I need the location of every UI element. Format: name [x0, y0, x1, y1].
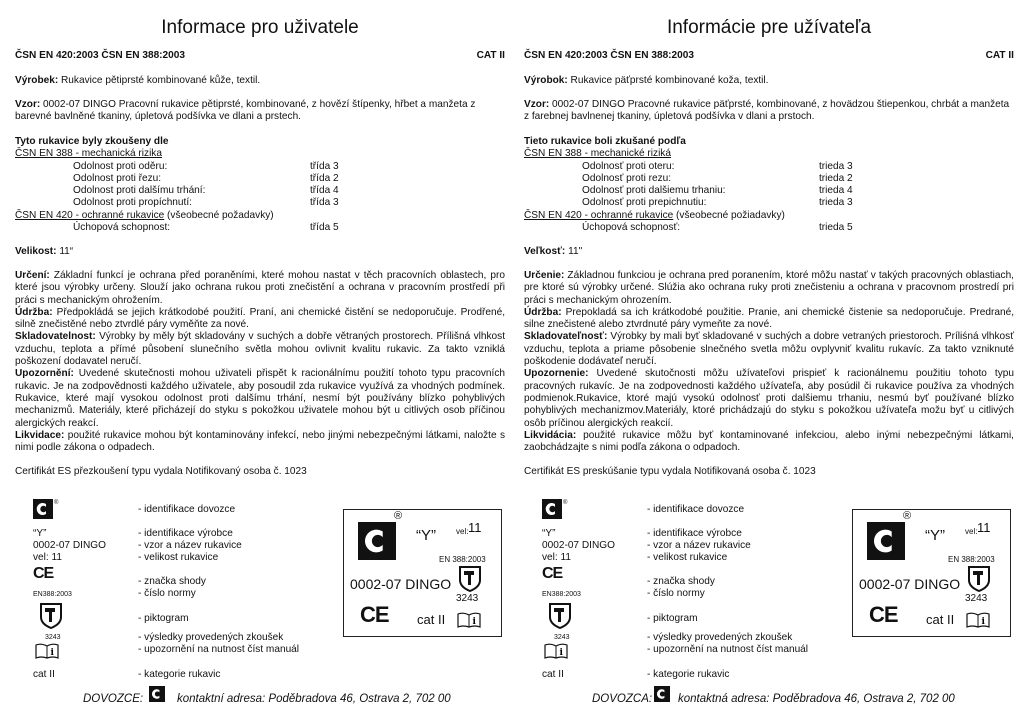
- storage-paragraph: [15, 331, 505, 368]
- label-y-quote: “Y”: [925, 527, 945, 544]
- legend-size: - velikost rukavice: [647, 552, 728, 563]
- test-name: Úchopová schopnost:: [73, 222, 171, 234]
- label-vel: vel:: [456, 527, 469, 536]
- storage-label: Skladovateľnosť:: [524, 331, 608, 343]
- tests-section: [524, 136, 1014, 234]
- manual-book-icon: [35, 643, 59, 659]
- en388-heading: ČSN EN 388 - mechanická rizika: [15, 148, 162, 160]
- model-label: Vzor:: [15, 99, 41, 110]
- purpose-label: Určenie:: [524, 270, 565, 281]
- legend-y-quote: “Y”: [542, 528, 556, 539]
- importer-logo-icon: [542, 499, 562, 519]
- product-text: Rukavice pětiprsté kombinované kůže, textil.: [58, 75, 261, 86]
- legend-cat: cat II: [542, 669, 564, 680]
- label-vel-value: 11: [977, 520, 991, 535]
- label-cat: cat II: [417, 612, 446, 627]
- legend-manufacturer: - identifikace výrobce: [647, 528, 742, 539]
- legend-importer: - identifikace dovozce: [138, 504, 236, 515]
- test-row: [15, 173, 505, 185]
- legend-en-small: EN388:2003: [33, 591, 72, 598]
- standards-line: [15, 50, 505, 62]
- product-paragraph: [15, 75, 505, 87]
- legend-size: - velikost rukavice: [138, 552, 219, 563]
- product-label: Výrobek:: [15, 75, 59, 86]
- legend-category: - kategorie rukavic: [647, 669, 730, 680]
- storage-label: Skladovatelnost:: [15, 331, 96, 343]
- label-vel: vel:: [965, 527, 978, 536]
- test-level: trieda 3: [819, 160, 853, 172]
- shield-hammer-icon: [548, 603, 572, 629]
- size-value: 11“: [56, 246, 74, 257]
- label-code: 3243: [456, 593, 479, 604]
- product-paragraph: [524, 75, 1014, 87]
- footer-address: kontaktní adresa: Poděbradova 46, Ostrava 2, 702 00: [177, 693, 451, 705]
- test-name: Odolnost proti řezu:: [73, 172, 162, 184]
- legend-importer: - identifikace dovozce: [647, 504, 745, 515]
- warning-paragraph: [15, 368, 505, 429]
- legend-vel: vel: 11: [542, 552, 571, 563]
- label-y-quote: “Y”: [416, 527, 436, 544]
- test-level: třída 3: [310, 160, 339, 172]
- disposal-paragraph: [15, 430, 505, 455]
- footer-label: DOVOZCE:: [83, 693, 144, 705]
- column-slovak: [524, 0, 1014, 725]
- label-manual-icon: [456, 612, 482, 628]
- test-row: [524, 222, 1014, 234]
- legend-y-quote: “Y”: [33, 528, 47, 539]
- en420-heading: ČSN EN 420 - ochranné rukavice: [15, 209, 165, 221]
- manual-book-icon: [544, 643, 568, 659]
- page-title: Informácie pre užívateľa: [666, 17, 872, 38]
- label-manual-icon: [965, 612, 991, 628]
- legend-results: - výsledky provedených zkoušek: [647, 632, 793, 643]
- product-text: Rukavice päťprsté kombinované koža, textil.: [567, 75, 769, 86]
- label-model: 0002-07 DINGO: [859, 576, 961, 592]
- label-ce-icon: CE: [869, 602, 898, 627]
- test-name: Odolnosť proti rezu:: [582, 172, 672, 184]
- warning-text: Uvedené skutečnosti mohou uživateli přispět k racionálnímu použití tohoto typu pracovních rukavic. Je na zodpovědnosti každého uživatele, aby posoudil zda rukavice využívá za vhodných podmínek. Rukavice, které mají vysokou odolnost proti dalšímu trhání, nesmí být používány blízko pohyblivých mechanizmů. Materiály, které přicházejí do styku s pokožkou uživatele mohou být u citlivých osob příčinou alergických reakcí.: [15, 368, 505, 429]
- test-level: trieda 4: [819, 185, 853, 197]
- test-row: [15, 222, 505, 234]
- en420-suffix: (všeobecné požadavky): [164, 209, 274, 221]
- disposal-label: Likvidácia:: [524, 429, 577, 441]
- legend-model-name: - vzor a název rukavice: [138, 540, 242, 551]
- purpose-paragraph: [524, 270, 1014, 307]
- legend-standard: - číslo normy: [138, 588, 196, 599]
- test-row: [15, 161, 505, 173]
- test-name: Odolnosť proti oteru:: [582, 160, 675, 172]
- tests-heading: Tieto rukavice boli zkušané podľa: [524, 136, 686, 147]
- test-name: Odolnost proti oděru:: [73, 160, 168, 172]
- disposal-paragraph: [524, 430, 1014, 455]
- tests-section: [15, 136, 505, 234]
- legend-model: 0002-07 DINGO: [33, 540, 106, 551]
- warning-text: Uvedené skutočnosti môžu užívateľovi prispieť k racionálnemu použitiu tohoto typu pracovných rukavíc. Je na zodpovednosti každého užívateľa, aby posúdil či rukavice používa za vhodných podmienok.Rukavice, ktoré majú vysokú odolnosť proti dalšiemu trhaniu, nesmú byť používané blízko pohyblivých mechanizmov.Materiály, ktoré prichádzajú do styku s pokožkou užívateľa možu byť u citlivých osôb príčinou alergických reakcií.: [524, 368, 1014, 429]
- shield-hammer-icon: [39, 603, 63, 629]
- legend-pictogram: - piktogram: [138, 613, 189, 624]
- instructions: [15, 270, 505, 454]
- legend-en-small: EN388:2003: [542, 591, 581, 598]
- label-cat: cat II: [926, 612, 955, 627]
- importer-logo-icon: [33, 499, 53, 519]
- footer-logo-icon: [654, 686, 670, 702]
- legend-standard: - číslo normy: [647, 588, 705, 599]
- disposal-text: použité rukavice môžu byť kontaminované infekciou, alebo inými nebezpečnými látkami, zaobchádzajte s nimi podľa zákona o odpadoch.: [524, 429, 1014, 454]
- test-row: [15, 197, 505, 209]
- test-level: trieda 2: [819, 172, 853, 184]
- page-title: Informace pro uživatele: [161, 17, 359, 38]
- label-shield-icon: [967, 566, 991, 592]
- en420-heading: ČSN EN 420 - ochranné rukavice: [524, 209, 674, 221]
- model-text: 0002-07 DINGO Pracovné rukavice päťprsté, kombinované, z hovädzou štiepenkou, chrbát a manžeta z farebnej bavlnenej tkaniny, úpletová podšívka v dlani a prstoch.: [524, 99, 1010, 123]
- legend-results: - výsledky provedených zkoušek: [138, 632, 284, 643]
- test-row: [524, 185, 1014, 197]
- size-line: [15, 246, 505, 258]
- storage-paragraph: [524, 331, 1014, 368]
- test-level: třída 3: [310, 197, 339, 209]
- test-name: Odolnost proti dalšímu trhání:: [73, 185, 206, 197]
- maintenance-label: Údržba:: [524, 306, 562, 318]
- legend-code: 3243: [45, 634, 61, 641]
- standards: ČSN EN 420:2003 ČSN EN 388:2003: [15, 50, 186, 61]
- legend-model: 0002-07 DINGO: [542, 540, 615, 551]
- legend-pictogram: - piktogram: [647, 613, 698, 624]
- storage-text: Výrobky by měly být skladovány v suchých a dobře větraných prostorech. Přílišná vlhkost vzduchu, teplota a přímé působení slunečního světla mohou ovlivnit kvalitu rukavic. Za takto vzniklá poškození dodavatel neručí.: [15, 331, 505, 368]
- svg-text:i: i: [472, 617, 476, 627]
- footer-label: DOVOZCA:: [592, 693, 653, 705]
- label-en: EN 388:2003: [439, 555, 486, 564]
- legend-vel: vel: 11: [33, 552, 62, 563]
- instructions: [524, 270, 1014, 454]
- purpose-label: Určení:: [15, 270, 50, 281]
- product-label: Výrobok:: [524, 75, 568, 86]
- en420-line: [524, 210, 1014, 222]
- model-text: 0002-07 DINGO Pracovní rukavice pětiprsté, kombinované, z hovězí štípenky, hřbet a manžeta z barevné bavlněné tkaniny, úpletová podšívka ve dlani a prstech.: [15, 99, 476, 123]
- size-line: [524, 246, 1014, 258]
- symbol-legend: ® - identifikace dovozce “Y” - identifikace výrobce 0002-07 DINGO - vzor a název rukavice vel: 11 - velikost rukavice CE - značka shody EN388:2003 - číslo normy - piktogram 3243 - výsledky provedených zkoušek i - upozornění na nutnost číst manuál cat II - kategorie rukavic: [542, 500, 809, 680]
- test-level: třída 4: [310, 185, 339, 197]
- certificate-note: Certifikát ES přezkoušení typu vydala Notifikovaný osoba č. 1023: [15, 466, 307, 477]
- ce-mark-icon: CE: [542, 565, 563, 582]
- label-ce-icon: CE: [360, 602, 389, 627]
- en420-suffix: (všeobecné požiadavky): [673, 209, 785, 221]
- test-row: [524, 161, 1014, 173]
- legend-ce: - značka shody: [138, 576, 206, 587]
- tests-heading: Tyto rukavice byly zkoušeny dle: [15, 136, 169, 147]
- disposal-text: použité rukavice mohou být kontaminovány infekcí, nebo jinými nebezpečnými látkami, naložte s nimi podle zákona o odpadech.: [15, 429, 505, 454]
- footer-logo-icon: [149, 686, 165, 702]
- legend-code: 3243: [554, 634, 570, 641]
- product-label-box: [343, 509, 502, 637]
- brand-logo-icon: [867, 522, 905, 560]
- symbol-legend: ® - identifikace dovozce “Y” - identifikace výrobce 0002-07 DINGO - vzor a název rukavice vel: 11 - velikost rukavice CE - značka shody EN388:2003 - číslo normy - piktogram 3243 - výsledky provedených zkoušek i - upozornění na nutnost číst manuál cat II - kategorie rukavic: [33, 500, 300, 680]
- storage-text: Výrobky by mali byť skladované v suchých a dobre vetraných priestoroch. Príliśná vlhkosť vzduchu, teplota a priame pôsobenie slnečného svetla môžu ovplyvniť kvalitu rukavíc. Za takto vzniknuté poškodenie dodávateľ neručí.: [524, 331, 1014, 368]
- test-level: trieda 3: [819, 197, 853, 209]
- label-en: EN 388:2003: [948, 555, 995, 564]
- svg-text:i: i: [981, 617, 985, 627]
- certificate-note: Certifikát ES preskúšanie typu vydala Notifikovaná osoba č. 1023: [524, 466, 816, 477]
- standards: ČSN EN 420:2003 ČSN EN 388:2003: [524, 50, 695, 61]
- legend-category: - kategorie rukavic: [138, 669, 221, 680]
- label-vel-value: 11: [468, 520, 482, 535]
- legend-ce: - značka shody: [647, 576, 715, 587]
- svg-text:i: i: [50, 648, 54, 658]
- size-label: Velikost:: [15, 246, 57, 257]
- legend-manual: - upozornění na nutnost číst manuál: [138, 644, 300, 655]
- test-name: Odolnosť proti prepichnutiu:: [582, 197, 707, 209]
- model-label: Vzor:: [524, 99, 550, 110]
- legend-model-name: - vzor a název rukavice: [647, 540, 751, 551]
- test-name: Odolnost proti propíchnutí:: [73, 197, 192, 209]
- column-czech: [15, 0, 505, 725]
- maintenance-paragraph: [15, 307, 505, 332]
- warning-paragraph: [524, 368, 1014, 429]
- size-value: 11": [565, 246, 583, 257]
- purpose-text: Základnou funkciou je ochrana pred poranením, ktoré môžu nastať v takých pracovných oblastiach, pre ktoré sú výrobky určené. Slúžia ako ochrana ruky proti znečisteniu a ochrana v pracovnom prostredí pri práci s mechanickým ohrozením.: [524, 270, 1014, 306]
- label-model: 0002-07 DINGO: [350, 576, 452, 592]
- test-row: [15, 185, 505, 197]
- brand-logo-icon: [358, 522, 396, 560]
- model-paragraph: [15, 99, 505, 124]
- category-badge: CAT II: [985, 50, 1014, 61]
- label-code: 3243: [965, 593, 988, 604]
- svg-text:i: i: [559, 648, 563, 658]
- label-shield-icon: [458, 566, 482, 592]
- model-paragraph: [524, 99, 1014, 124]
- test-name: Úchopová schopnosť:: [582, 222, 681, 234]
- en388-heading: ČSN EN 388 - mechanické riziká: [524, 148, 671, 160]
- test-level: třída 2: [310, 172, 339, 184]
- test-level: třída 5: [310, 222, 339, 234]
- standards-line: [524, 50, 1014, 62]
- footer-address: kontaktná adresa: Poděbradova 46, Ostrava 2, 702 00: [678, 693, 955, 705]
- maintenance-text: Předpokládá se jejich krátkodobé použití. Praní, ani chemické čistění se nedoporučuje. Prodřené, silně znečistěné nebo ztvrdlé páry vyměňte za nové.: [15, 306, 505, 331]
- en420-line: [15, 210, 505, 222]
- registered-mark: ®: [903, 510, 912, 522]
- maintenance-text: Prepokladá sa ich krátkodobé použitie. Pranie, ani chemické čistenie sa nedoporučuje. Predrané, silne znečistené alebo ztvrdnuté páry vymeňte za nové.: [524, 306, 1014, 331]
- registered-mark: ®: [394, 510, 403, 522]
- purpose-paragraph: [15, 270, 505, 307]
- size-label: Veľkosť:: [524, 246, 566, 257]
- purpose-text: Základní funkcí je ochrana před poraněními, které mohou nastat v těch pracovních oblastech, pro které jsou výrobky určeny. Slouží jako ochrana rukou proti znečistění a ochrana v pracovním prostředí při práci s mechanickým ohrožením.: [15, 270, 505, 306]
- test-level: trieda 5: [819, 222, 853, 234]
- warning-label: Upozornění:: [15, 368, 74, 380]
- test-row: [524, 197, 1014, 209]
- test-name: Odolnosť proti dalšiemu trhaniu:: [582, 185, 726, 197]
- maintenance-paragraph: [524, 307, 1014, 332]
- legend-manual: - upozornění na nutnost číst manuál: [647, 644, 809, 655]
- category-badge: CAT II: [476, 50, 505, 61]
- ce-mark-icon: CE: [33, 565, 54, 582]
- maintenance-label: Údržba:: [15, 306, 53, 318]
- legend-manufacturer: - identifikace výrobce: [138, 528, 233, 539]
- disposal-label: Likvidace:: [15, 429, 65, 441]
- test-row: [524, 173, 1014, 185]
- product-label-box: [852, 509, 1011, 637]
- warning-label: Upozornenie:: [524, 368, 589, 380]
- legend-cat: cat II: [33, 669, 55, 680]
